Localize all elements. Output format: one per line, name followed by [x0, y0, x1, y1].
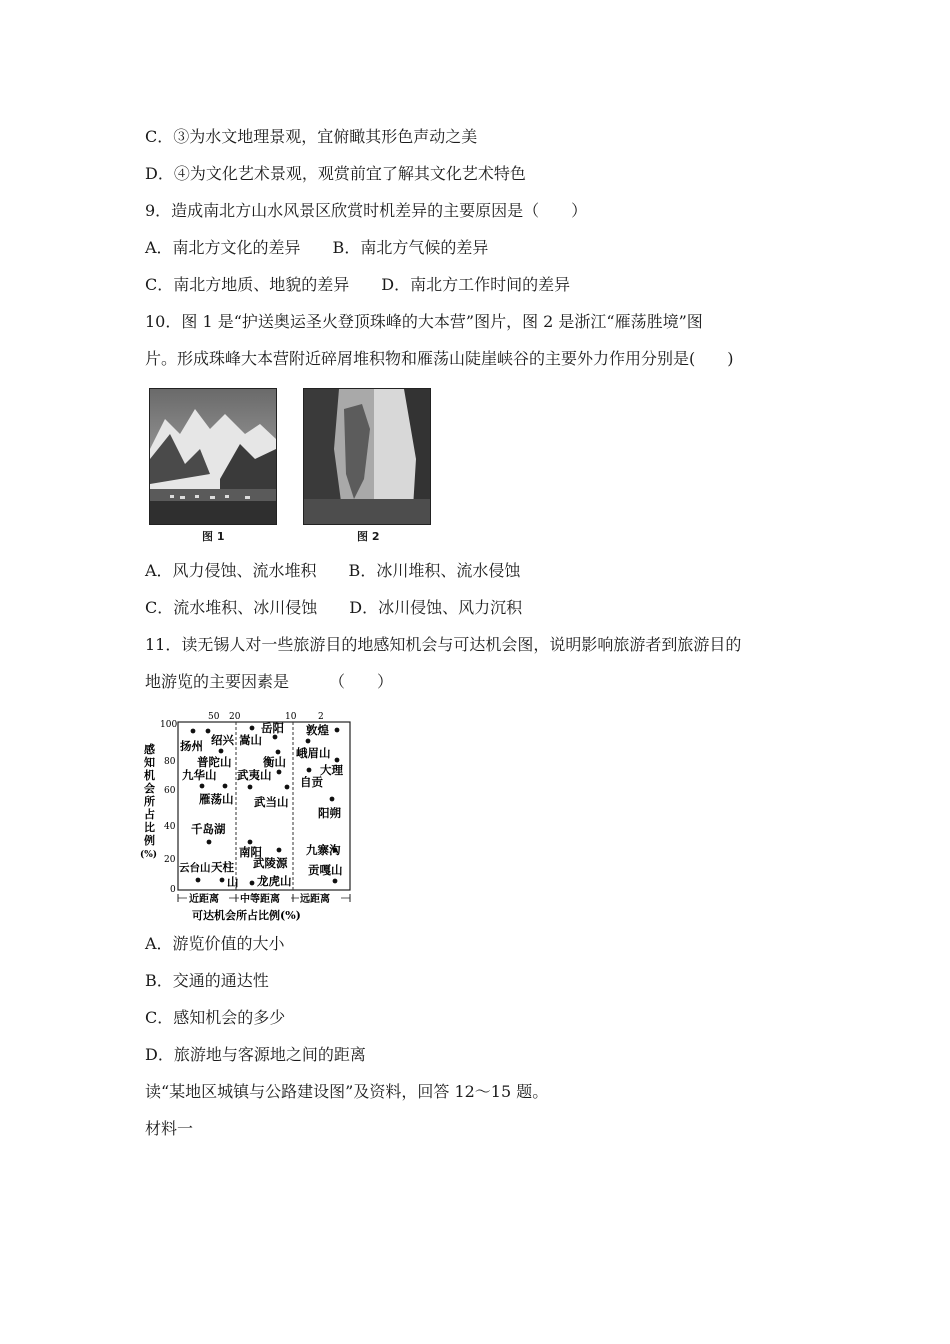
option-c-q8: C．③为水文地理景观，宜俯瞰其形色声动之美: [145, 127, 478, 146]
point: [277, 770, 282, 775]
point: [306, 739, 311, 744]
point: [330, 797, 335, 802]
y-tick: 0: [170, 885, 176, 895]
label-emeishan: 峨眉山: [296, 746, 331, 760]
option-b-q11: B．交通的通达性: [145, 971, 269, 990]
option-c-q11: C．感知机会的多少: [145, 1008, 286, 1027]
label-gonggashan: 贡嘎山: [308, 863, 343, 877]
label-yandangshan: 雁荡山: [199, 792, 234, 806]
point: [273, 735, 278, 740]
label-nanyang: 南阳: [239, 845, 262, 859]
figure-2-caption: 图 2: [357, 530, 380, 543]
label-yuntaishan: 云台山: [179, 862, 211, 874]
point: [219, 749, 224, 754]
label-jiuzhaigou: 九寨沟: [306, 843, 341, 857]
material-one: 材料一: [145, 1119, 194, 1138]
point: [196, 878, 201, 883]
figure-2-photo: [303, 388, 431, 525]
question-11-line2: 地游览的主要因素是 （ ）: [145, 672, 394, 691]
zone-far: 远距离: [300, 894, 330, 905]
point: [307, 768, 312, 773]
question-10-line1: 10．图 1 是“护送奥运圣火登顶珠峰的大本营”图片，图 2 是浙江“雁荡胜境”图: [145, 312, 703, 331]
options-ab-q9: A．南北方文化的差异 B．南北方气候的差异: [145, 238, 489, 257]
option-d-q11: D．旅游地与客源地之间的距离: [145, 1045, 366, 1064]
option-d-q8: D．④为文化艺术景观，观赏前宜了解其文化艺术特色: [145, 164, 526, 183]
x-axis-label: 可达机会所占比例(%): [192, 909, 301, 922]
label-dali: 大理: [320, 763, 343, 777]
label-wudangshan: 武当山: [254, 795, 289, 809]
intro-12-15: 读“某地区城镇与公路建设图”及资料，回答 12～15 题。: [145, 1082, 549, 1101]
top-tick: 10: [285, 712, 297, 722]
label-qiandaohu: 千岛湖: [191, 822, 226, 836]
question-10-line2: 片。形成珠峰大本营附近碎屑堆积物和雁荡山陡崖峡谷的主要外力作用分别是( ): [145, 349, 734, 368]
label-yangshuo: 阳朔: [318, 806, 341, 820]
label-dunhuang: 敦煌: [306, 723, 329, 737]
label-tianzhu: 天柱: [211, 860, 234, 874]
perception-access-chart: [140, 705, 360, 927]
top-tick: 2: [318, 712, 324, 722]
point: [250, 881, 255, 886]
label-yangzhou: 扬州: [180, 739, 203, 753]
options-ab-q10: A．风力侵蚀、流水堆积 B．冰川堆积、流水侵蚀: [145, 561, 521, 580]
y-tick: 60: [164, 786, 176, 796]
label-hengshan: 衡山: [263, 755, 286, 769]
label-tianzhu-shan: 山: [227, 875, 239, 889]
point: [335, 728, 340, 733]
point: [276, 750, 281, 755]
label-zigong: 自贡: [300, 775, 323, 789]
y-tick: 80: [164, 757, 176, 767]
y-axis-label: 感知机会所占比例(%): [140, 743, 158, 860]
option-a-q11: A．游览价值的大小: [145, 934, 285, 953]
options-cd-q9: C．南北方地质、地貌的差异 D．南北方工作时间的差异: [145, 275, 571, 294]
question-9: 9．造成南北方山水风景区欣赏时机差异的主要原因是（ ）: [145, 201, 588, 220]
point: [191, 729, 196, 734]
point: [250, 726, 255, 731]
point: [206, 729, 211, 734]
label-putuoshan: 普陀山: [197, 755, 232, 769]
options-cd-q10: C．流水堆积、冰川侵蚀 D．冰川侵蚀、风力沉积: [145, 598, 523, 617]
y-tick: 100: [160, 720, 178, 730]
point: [248, 840, 253, 845]
point: [333, 879, 338, 884]
figure-1-photo: [149, 388, 277, 525]
figure-1-caption: 图 1: [202, 530, 225, 543]
label-shaoxing: 绍兴: [211, 733, 234, 747]
label-yueyang: 岳阳: [261, 721, 284, 735]
point: [223, 784, 228, 789]
top-tick: 50: [208, 712, 220, 722]
y-tick: 20: [164, 855, 176, 865]
point: [220, 878, 225, 883]
point: [335, 758, 340, 763]
point: [285, 785, 290, 790]
zone-medium: 中等距离: [240, 894, 280, 905]
top-tick: 20: [229, 712, 241, 722]
label-wuyishan: 武夷山: [237, 768, 272, 782]
question-11-line1: 11．读无锡人对一些旅游目的地感知机会与可达机会图，说明影响旅游者到旅游目的: [145, 635, 742, 654]
label-jiuhuashan: 九华山: [182, 768, 217, 782]
label-longhushan: 龙虎山: [257, 874, 292, 888]
label-wulingyuan: 武陵源: [253, 856, 288, 870]
label-songshan: 嵩山: [239, 733, 262, 747]
point: [248, 785, 253, 790]
point: [207, 840, 212, 845]
y-tick: 40: [164, 822, 176, 832]
zone-near: 近距离: [189, 894, 219, 905]
point: [200, 784, 205, 789]
point: [277, 848, 282, 853]
